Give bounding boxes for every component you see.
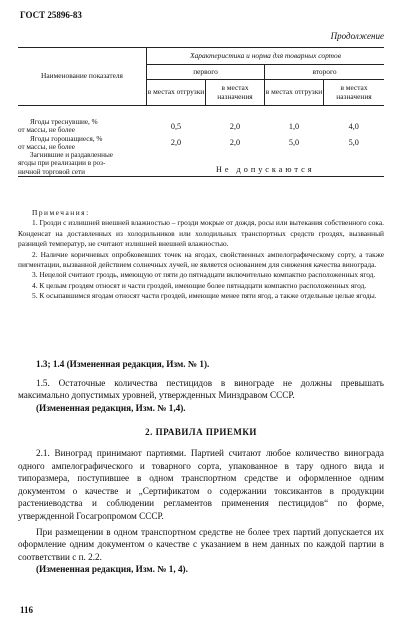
row-name bbox=[18, 135, 147, 152]
note-item: 2. Наличие коричневых опробковевших точек на ягодах, свойственных ампелографическому сорту, а также пигментации, вызванной действием солнечных лучей, не является основанием для снижения качества винограда. bbox=[18, 249, 384, 270]
section-title: 2. ПРАВИЛА ПРИЕМКИ bbox=[145, 427, 257, 437]
amendment-1-5: (Измененная редакция, Изм. № 1,4). bbox=[36, 402, 186, 413]
row-value: 2,0 bbox=[170, 138, 182, 148]
col-indicator-header: Наименование показателя bbox=[18, 48, 147, 106]
row-name-line: ничной торговой сети bbox=[18, 167, 86, 176]
table-row bbox=[18, 151, 384, 176]
notes-block bbox=[18, 208, 384, 302]
clause-1-5: 1.5. Остаточные количества пестицидов в винограде не должны превышать максимально допустимых уровней, утвержденных Минздравом СССР. bbox=[18, 377, 384, 401]
grade-first-header: первого bbox=[147, 65, 265, 80]
note-item: 4. К целым гроздям относят и части гроздей, имеющие более пятнадцати компактно расположенных ягод. bbox=[32, 280, 367, 290]
clause-2-block bbox=[18, 447, 384, 576]
amendment-2-1: (Измененная редакция, Изм. № 1, 4). bbox=[36, 564, 188, 575]
page-number: 116 bbox=[20, 605, 34, 615]
amendment-1-3-1-4: 1.3; 1.4 (Измененная редакция, Изм. № 1). bbox=[36, 359, 210, 369]
row-value: 4,0 bbox=[348, 121, 359, 131]
quality-table bbox=[18, 47, 384, 177]
row-name bbox=[18, 151, 147, 176]
row-name-line: ягоды при реализации в роз- bbox=[18, 159, 106, 168]
row-name-line: Загнившие и раздавленные bbox=[30, 151, 113, 160]
grade-second-header: второго bbox=[265, 65, 385, 80]
note-item: 5. К осыпавшимся ягодам относят части гроздей, имеющие менее пяти ягод, а также отдельные целые ягоды. bbox=[32, 291, 377, 301]
continuation-label: Продолжение bbox=[330, 31, 384, 41]
not-allowed-value: Не допускаются bbox=[147, 151, 385, 176]
row-value: 2,0 bbox=[229, 121, 241, 131]
note-item: 3. Нецелой считают гроздь, имеющую от пяти до пятнадцати включительно компактно расположенных ягод. bbox=[32, 270, 376, 280]
clause-1-block bbox=[18, 358, 384, 414]
row-value: 5,0 bbox=[288, 138, 300, 148]
sub-shipping-header: в местах отгрузки bbox=[147, 80, 206, 106]
table-row bbox=[18, 118, 384, 135]
col-characteristic-header: Характеристика и норма для товарных сортов bbox=[147, 48, 385, 65]
row-value: 5,0 bbox=[348, 138, 359, 148]
row-value: 0,5 bbox=[170, 121, 182, 131]
row-name-line: от массы, не более bbox=[18, 126, 75, 135]
clause-2-1-continued: При размещении в одном транспортном средстве не более трех партий допускается их оформление одним документом о качестве с указанием в нем данных по каждой партии в соответствии с п. 2.2. bbox=[18, 526, 384, 562]
row-name-line: Ягоды треснувшие, % bbox=[30, 118, 98, 126]
row-name bbox=[18, 118, 147, 135]
sub-shipping-header: в местах отгрузки bbox=[265, 80, 324, 106]
sub-destination-header: в местах назначения bbox=[324, 80, 385, 106]
row-value: 1,0 bbox=[288, 121, 300, 131]
table-row bbox=[18, 135, 384, 152]
row-name-line: от массы, не более bbox=[18, 142, 75, 151]
row-value: 2,0 bbox=[229, 138, 241, 148]
notes-title: Примечания: bbox=[32, 208, 90, 217]
note-item: 1. Грозди с излишней внешней влажностью – грозди мокрые от дождя, росы или вытекания собственного сока. Конденсат на доставленных из холодильников или холодильных транспортных средств гроздях, вызванный разницей температур, не считают излишней внешней влажностью. bbox=[18, 218, 384, 249]
sub-destination-header: в местах назначения bbox=[206, 80, 265, 106]
clause-2-1: 2.1. Виноград принимают партиями. Партией считают любое количество винограда одного ампелографического и товарного сорта, упакованное в тару одного вида и типоразмера, поступившее в одном транспортном средстве и оформленное одним документом о качестве и „Сертификатом о содержании токсикантов в продукции растениеводства и соблюдении регламентов применения пестицидов“ по форме, утвержденной Госагропромом СССР. bbox=[18, 448, 384, 521]
standard-code: ГОСТ 25896-83 bbox=[20, 10, 82, 20]
row-name-line: Ягоды горошащиеся, % bbox=[30, 134, 103, 143]
